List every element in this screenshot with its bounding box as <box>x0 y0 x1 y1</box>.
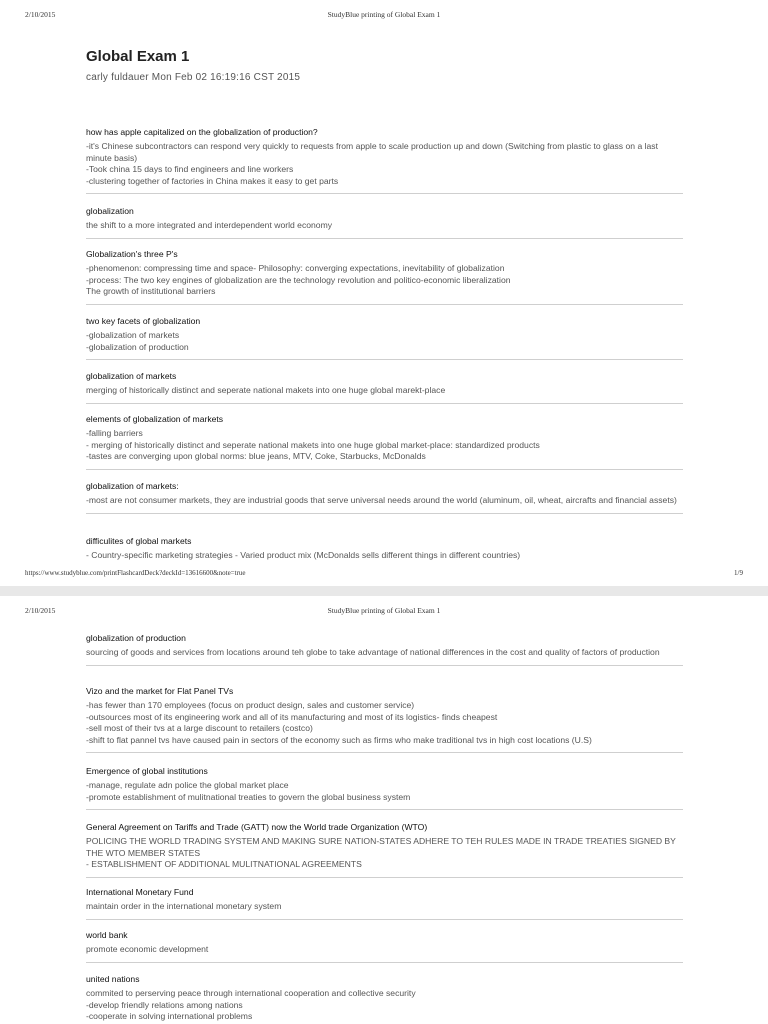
flashcard <box>86 887 683 913</box>
flashcard-question: elements of globalization of markets <box>86 414 224 424</box>
flashcard-question: united nations <box>86 974 140 984</box>
flashcard-answer: -phenomenon: compressing time and space- Philosophy: converging expectations, inevitability of globalization -process: The two key engines of globalization are the technology revolution and politico-economic liberalization The growth of institutional barriers <box>86 263 511 296</box>
flashcard-question: world bank <box>86 930 128 940</box>
flashcard-question: globalization of production <box>86 633 186 643</box>
flashcard-question: globalization of markets: <box>86 481 179 491</box>
flashcard <box>86 481 683 507</box>
flashcard-answer: -it's Chinese subcontractors can respond very quickly to requests from apple to scale production up and down (Switching from plastic to glass on a last minute basis) -Took china 15 days to find engineers and line workers -clustering together of factories in China makes it easy to get parts <box>86 141 658 186</box>
footer-url: https://www.studyblue.com/printFlashcardDeck?deckId=13616600&note=true <box>25 569 246 577</box>
page-number: 1/9 <box>734 569 743 577</box>
flashcard-question: General Agreement on Tariffs and Trade (GATT) now the World trade Organization (WTO) <box>86 822 428 832</box>
flashcard-question: Vizo and the market for Flat Panel TVs <box>86 686 234 696</box>
flashcard <box>86 371 683 397</box>
flashcard-question: difficulites of global markets <box>86 536 192 546</box>
flashcard-question: Emergence of global institutions <box>86 766 208 776</box>
header-title: StudyBlue printing of Global Exam 1 <box>327 10 441 19</box>
header-title: StudyBlue printing of Global Exam 1 <box>327 606 441 615</box>
flashcard-answer: POLICING THE WORLD TRADING SYSTEM AND MAKING SURE NATION-STATES ADHERE TO TEH RULES MADE IN TRADE TREATIES SIGNED BY THE WTO MEMBER STATES - ESTABLISHMENT OF ADDITIONAL MULITNATIONAL AGREEMENTS <box>86 836 676 869</box>
header-date: 2/10/2015 <box>25 606 56 615</box>
page-footer <box>0 569 768 581</box>
flashcard-answer: maintain order in the international monetary system <box>86 901 282 911</box>
flashcard-question: how has apple capitalized on the globalization of production? <box>86 127 318 137</box>
flashcard-answer: promote economic development <box>86 944 209 954</box>
flashcard <box>86 633 683 659</box>
flashcard-answer: -manage, regulate adn police the global market place -promote establishment of mulitnational treaties to govern the global business system <box>86 780 411 802</box>
flashcard-question: globalization of markets <box>86 371 177 381</box>
flashcard <box>86 974 683 1023</box>
flashcard <box>86 206 683 232</box>
flashcard-answer: -falling barriers - merging of historically distinct and seperate national makets into one huge global market-place: standardized products -tastes are converging upon global norms: blue jeans, MTV, Coke, Starbucks, McDonalds <box>86 428 540 461</box>
flashcard <box>86 249 683 298</box>
flashcard-question: two key facets of globalization <box>86 316 201 326</box>
flashcard-answer: -globalization of markets -globalization of production <box>86 330 189 352</box>
author-timestamp: carly fuldauer Mon Feb 02 16:19:16 CST 2015 <box>86 72 301 83</box>
flashcard <box>86 536 683 562</box>
flashcard-answer: -has fewer than 170 employees (focus on product design, sales and customer service) -outsources most of its engineering work and all of its manufacturing and most of its logistics- finds cheapest -sell most of their tvs at a large discount to retailers (costco) -shift to flat pannel tvs have caused pain in sectors of the economy such as firms who make traditional tvs in high cost locations (U.S) <box>86 700 592 745</box>
flashcard-answer: commited to perserving peace through international cooperation and collective security -develop friendly relations among nations -cooperate in solving international problems <box>86 988 416 1021</box>
flashcard <box>86 686 683 746</box>
flashcard <box>86 414 683 463</box>
flashcard-question: Globalization's three P's <box>86 249 178 259</box>
page-separator <box>0 586 768 596</box>
flashcard-answer: sourcing of goods and services from locations around teh globe to take advantage of national differences in the cost and quality of factors of production <box>86 647 660 657</box>
flashcard <box>86 822 683 871</box>
flashcard-answer: merging of historically distinct and seperate national makets into one huge global marekt-place <box>86 385 446 395</box>
page-title: Global Exam 1 <box>86 48 190 65</box>
print-page-2 <box>0 596 768 1024</box>
flashcard-answer: the shift to a more integrated and interdependent world economy <box>86 220 333 230</box>
flashcard <box>86 316 683 353</box>
header-date: 2/10/2015 <box>25 10 56 19</box>
flashcard-question: globalization <box>86 206 134 216</box>
flashcard <box>86 127 683 187</box>
flashcard <box>86 930 683 956</box>
flashcard-answer: -most are not consumer markets, they are industrial goods that serve universal needs around the world (aluminum, oil, wheat, aircrafts and financial assets) <box>86 495 677 505</box>
flashcard <box>86 766 683 803</box>
flashcard-question: International Monetary Fund <box>86 887 194 897</box>
flashcard-answer: - Country-specific marketing strategies - Varied product mix (McDonalds sells different things in different countries) <box>86 550 521 560</box>
page-header <box>0 10 768 22</box>
page-header <box>0 606 768 618</box>
